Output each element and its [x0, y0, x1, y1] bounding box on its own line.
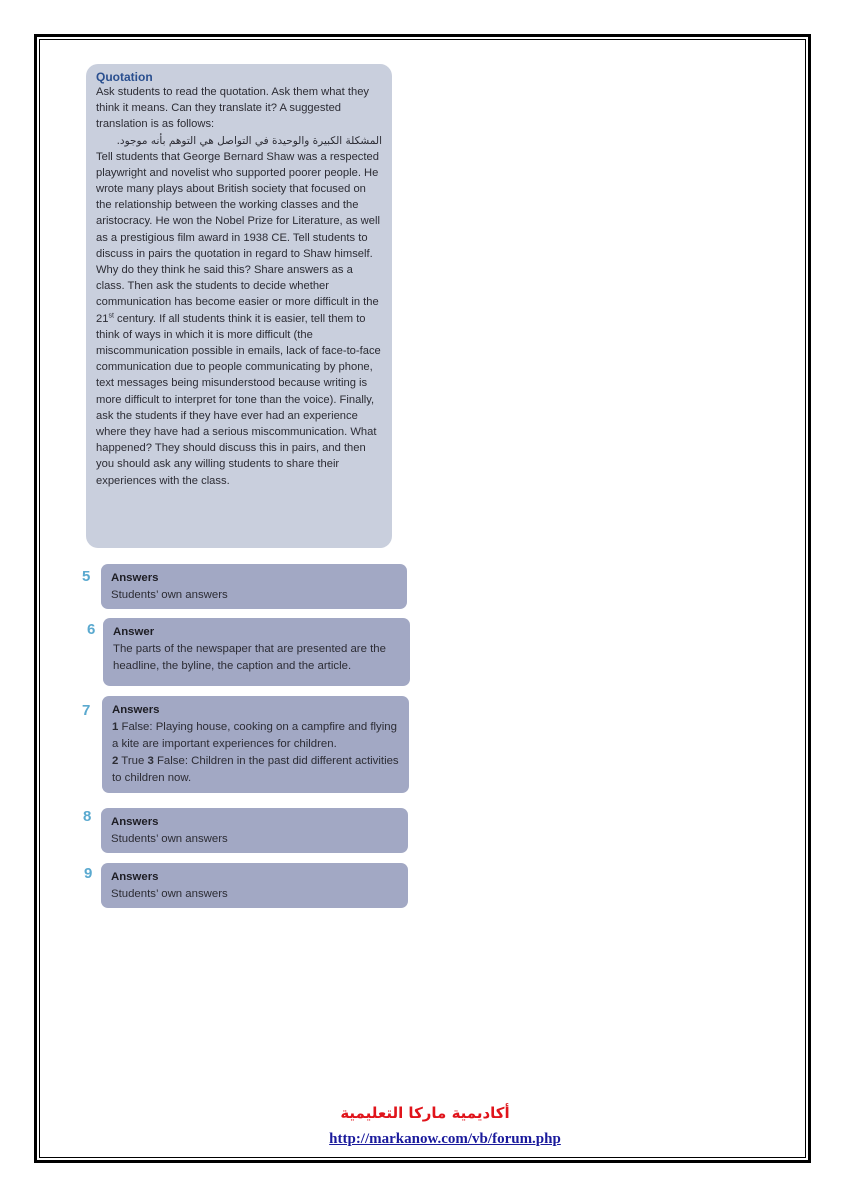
answer-heading: Answers — [111, 816, 159, 828]
quotation-body-superscript: st — [108, 311, 114, 319]
answer-heading: Answer — [113, 626, 155, 638]
footer-academy-name: أكاديمية ماركا التعليمية — [340, 1104, 510, 1122]
answer-text: Students’ own answers — [111, 589, 228, 601]
answer-text: Students’ own answers — [111, 833, 228, 845]
quotation-arabic-translation: المشكلة الكبيرة والوحيدة في التواصل هي التوهم بأنه موجود. — [116, 134, 382, 147]
question-number-8: 8 — [83, 808, 92, 825]
answer-text: The parts of the newspaper that are presented are the headline, the byline, the caption and the article. — [113, 643, 386, 672]
question-number-6: 6 — [87, 621, 96, 638]
answer-box-9 — [101, 863, 408, 908]
quotation-intro: Ask students to read the quotation. Ask them what they think it means. Can they translate it? A suggested translation is as follows: — [96, 86, 370, 131]
item-text: False: Children in the past did different activities to children now. — [112, 755, 399, 784]
quotation-body-part1: Tell students that George Bernard Shaw was a respected playwright and novelist who supported poorer people. He wrote many plays about British society that focused on the relationship between the working classes and the aristocracy. He won the Nobel Prize for Literature, as well as a prestigious film award in 1938 CE. Tell students to discuss in pairs the quotation in regard to Shaw himself. Why do they think he said this? Share answers as a class. Then ask the students to decide whether communication has become easier or more difficult in the 21 — [96, 150, 380, 325]
answer-box-7 — [102, 696, 409, 793]
quotation-box — [86, 64, 392, 548]
footer-forum-link[interactable]: http://markanow.com/vb/forum.php — [329, 1131, 561, 1147]
quotation-title: Quotation — [96, 70, 153, 84]
item-number: 3 — [147, 755, 154, 767]
answer-text — [112, 719, 399, 787]
answer-text: Students’ own answers — [111, 888, 228, 900]
quotation-body — [96, 149, 382, 489]
item-number: 1 — [112, 721, 119, 733]
item-text: True — [118, 755, 148, 767]
answer-box-8 — [101, 808, 408, 853]
item-text: False: Playing house, cooking on a campfire and flying a kite are important experiences for children. — [112, 721, 397, 750]
answer-heading: Answers — [112, 704, 160, 716]
item-number: 2 — [112, 755, 119, 767]
question-number-7: 7 — [82, 702, 91, 719]
answer-heading: Answers — [111, 572, 159, 584]
question-number-9: 9 — [84, 865, 93, 882]
answer-box-6 — [103, 618, 410, 686]
answer-box-5 — [101, 564, 407, 609]
quotation-body-part2: century. If all students think it is easier, tell them to think of ways in which it is more difficult (the miscommunication possible in emails, lack of face-to-face communication due to people communicating by phone, text messages being misunderstood because writing is more difficult to interpret for tone than the voice). Finally, ask the students if they have ever had an experience where they have had a serious miscommunication. What happened? They should discuss this in pairs, and then you should ask any willing students to share their experiences with the class. — [96, 312, 381, 487]
question-number-5: 5 — [82, 568, 91, 585]
answer-heading: Answers — [111, 871, 159, 883]
